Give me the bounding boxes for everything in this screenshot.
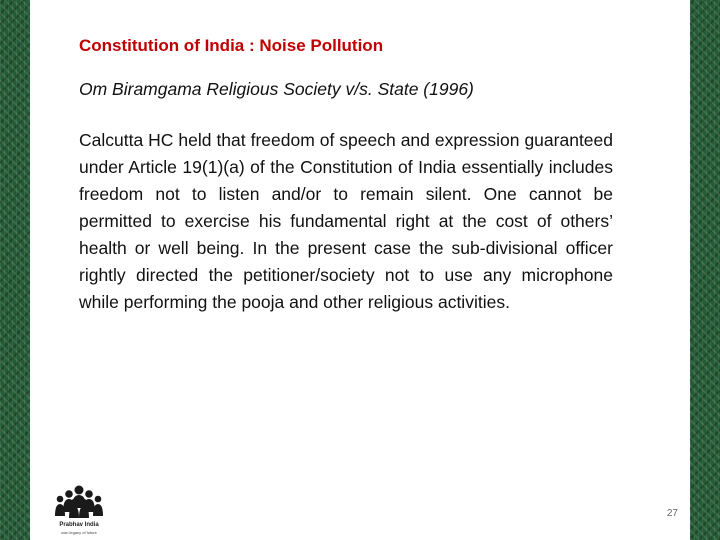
logo-name: Prabhav India xyxy=(59,522,99,528)
logo xyxy=(46,484,112,538)
decorative-border-right xyxy=(690,0,720,540)
slide xyxy=(30,0,690,540)
decorative-border-left xyxy=(0,0,30,540)
slide-heading: Constitution of India : Noise Pollution xyxy=(79,36,384,55)
case-title: Om Biramgama Religious Society v/s. State (1996) xyxy=(79,79,474,99)
body-paragraph: Calcutta HC held that freedom of speech and expression guaranteed under Article 19(1)(a) of the Constitution of India essentially includes freedom not to listen and/or to remain silent. One cannot be permitted to exercise his fundamental right at the cost of others’ health or well being. In the present case the sub-divisional officer rightly directed the petitioner/society not to use any microphone while performing the pooja and other religious activities. xyxy=(79,130,613,312)
page-number: 27 xyxy=(666,508,678,519)
logo-tagline: own legacy of future xyxy=(61,530,97,535)
people-group-icon xyxy=(46,484,112,522)
